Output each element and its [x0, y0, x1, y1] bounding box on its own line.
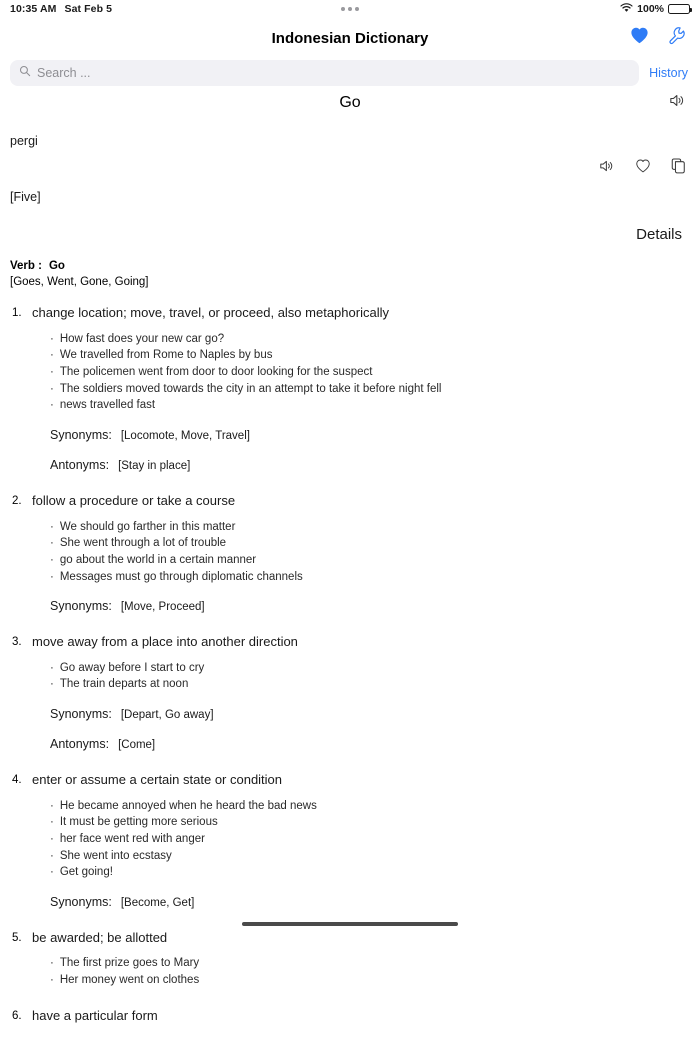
- antonyms-value: [Stay in place]: [118, 460, 191, 473]
- senses-list: [10, 305, 690, 1040]
- example-item: [50, 972, 690, 989]
- bullet-icon: ·: [50, 553, 54, 566]
- home-indicator[interactable]: [0, 922, 700, 926]
- synonyms-row: [50, 894, 690, 911]
- sense-item: [10, 930, 690, 1005]
- search-row: [0, 58, 700, 86]
- wrench-icon[interactable]: [667, 26, 686, 50]
- status-bar-right: [620, 3, 690, 16]
- sense-definition: move away from a place into another direction: [32, 634, 298, 650]
- example-text: Get going!: [59, 866, 113, 879]
- sense-definition: enter or assume a certain state or condition: [32, 772, 283, 788]
- synonyms-label: Synonyms:: [50, 599, 112, 614]
- status-bar-left: [10, 3, 112, 15]
- synonyms-value: [Become, Get]: [120, 896, 195, 909]
- app-navigation-bar: [0, 18, 700, 58]
- bullet-icon: ·: [50, 957, 54, 970]
- part-of-speech-label: Verb :: [10, 260, 42, 272]
- example-item: [50, 519, 690, 536]
- speaker-icon[interactable]: [599, 159, 615, 178]
- sense-number: 3.: [12, 636, 22, 649]
- synonyms-row: [50, 598, 690, 615]
- battery-full-icon: [668, 4, 690, 15]
- details-label[interactable]: Details: [636, 226, 682, 243]
- example-list: [50, 331, 690, 414]
- example-item: [50, 831, 690, 848]
- search-input[interactable]: [10, 60, 639, 86]
- example-item: [50, 552, 690, 569]
- translation-text: pergi: [10, 134, 38, 148]
- search-icon: [19, 64, 31, 82]
- search-placeholder: Search ...: [37, 66, 91, 80]
- example-text: It must be getting more serious: [59, 816, 218, 829]
- bullet-icon: ·: [50, 570, 54, 583]
- example-list: [50, 955, 690, 988]
- antonyms-row: [50, 457, 690, 474]
- bullet-icon: ·: [50, 537, 54, 550]
- bullet-icon: ·: [50, 866, 54, 879]
- example-item: [50, 397, 690, 414]
- example-item: [50, 814, 690, 831]
- bullet-icon: ·: [50, 799, 54, 812]
- example-item: [50, 569, 690, 586]
- sense-definition: have a particular form: [32, 1007, 158, 1023]
- headword-row: [0, 86, 700, 120]
- sense-definition: be awarded; be allotted: [32, 930, 168, 946]
- example-text: The policemen went from door to door looking for the suspect: [59, 365, 373, 378]
- bullet-icon: ·: [50, 661, 54, 674]
- synonyms-value: [Locomote, Move, Travel]: [120, 429, 250, 442]
- sense-spacer: [32, 615, 690, 631]
- example-item: [50, 347, 690, 364]
- sense-body: [32, 1008, 690, 1040]
- example-list: [50, 660, 690, 693]
- sense-definition: change location; move, travel, or proceed, also metaphorically: [32, 305, 389, 321]
- sense-body: [32, 305, 690, 490]
- example-item: [50, 955, 690, 972]
- example-text: The soldiers moved towards the city in an attempt to take it before night fell: [59, 382, 442, 395]
- example-text: We travelled from Rome to Naples by bus: [59, 349, 273, 362]
- sense-body: [32, 772, 690, 927]
- sense-item: [10, 1008, 690, 1040]
- sense-item: [10, 493, 690, 631]
- sense-item: [10, 634, 690, 769]
- part-of-speech-word: Go: [48, 260, 65, 272]
- status-bar: [0, 0, 700, 18]
- bullet-icon: ·: [50, 349, 54, 362]
- multitask-dots-icon[interactable]: [341, 7, 359, 11]
- headword-text: Go: [339, 94, 361, 111]
- sense-number: 6.: [12, 1009, 22, 1022]
- page-title: Indonesian Dictionary: [271, 29, 429, 47]
- bullet-icon: ·: [50, 832, 54, 845]
- bullet-icon: ·: [50, 974, 54, 987]
- antonyms-row: [50, 736, 690, 753]
- sense-spacer: [32, 1024, 690, 1040]
- sense-spacer: [32, 474, 690, 490]
- bullet-icon: ·: [50, 816, 54, 829]
- example-item: [50, 676, 690, 693]
- bullet-icon: ·: [50, 678, 54, 691]
- antonyms-label: Antonyms:: [50, 737, 110, 752]
- nav-actions: [630, 26, 686, 50]
- example-text: Her money went on clothes: [59, 974, 200, 987]
- synonyms-value: [Depart, Go away]: [120, 709, 214, 721]
- example-text: The train departs at noon: [59, 678, 189, 691]
- example-list: [50, 798, 690, 881]
- example-text: She went through a lot of trouble: [59, 537, 227, 550]
- example-text: Messages must go through diplomatic channels: [59, 570, 303, 583]
- history-button[interactable]: History: [649, 66, 688, 80]
- bullet-icon: ·: [50, 849, 54, 862]
- copy-icon[interactable]: [671, 158, 686, 179]
- synonyms-row: [50, 706, 690, 723]
- sense-definition: follow a procedure or take a course: [32, 493, 236, 509]
- example-item: [50, 535, 690, 552]
- example-text: news travelled fast: [59, 399, 156, 412]
- part-of-speech-line: [10, 259, 690, 274]
- synonyms-value: [Move, Proceed]: [120, 601, 205, 614]
- bullet-icon: ·: [50, 520, 54, 533]
- battery-percent: 100%: [637, 3, 664, 15]
- status-time: 10:35 AM: [10, 3, 57, 15]
- bullet-icon: ·: [50, 365, 54, 378]
- example-item: [50, 381, 690, 398]
- bullet-icon: ·: [50, 332, 54, 345]
- example-text: He became annoyed when he heard the bad news: [59, 799, 317, 812]
- sense-number: 1.: [12, 307, 22, 320]
- word-forms: [Goes, Went, Gone, Going]: [10, 276, 149, 289]
- example-item: [50, 798, 690, 815]
- example-item: [50, 660, 690, 677]
- sense-body: [32, 493, 690, 631]
- antonyms-label: Antonyms:: [50, 458, 110, 473]
- heart-filled-icon[interactable]: [630, 27, 649, 49]
- example-text: go about the world in a certain manner: [59, 553, 257, 566]
- synonyms-row: [50, 427, 690, 444]
- speaker-icon[interactable]: [669, 93, 686, 113]
- bullet-icon: ·: [50, 399, 54, 412]
- sense-spacer: [32, 753, 690, 769]
- example-item: [50, 848, 690, 865]
- synonyms-label: Synonyms:: [50, 707, 112, 721]
- sense-body: [32, 634, 690, 769]
- example-text: Go away before I start to cry: [59, 661, 205, 674]
- antonyms-value: [Come]: [118, 739, 156, 752]
- status-date: Sat Feb 5: [64, 3, 113, 15]
- example-text: How fast does your new car go?: [59, 332, 225, 345]
- example-text: her face went red with anger: [59, 832, 205, 845]
- synonyms-label: Synonyms:: [50, 894, 112, 909]
- bracket-text: [Five]: [10, 190, 41, 204]
- sense-number: 5.: [12, 932, 22, 945]
- sense-body: [32, 930, 690, 1005]
- example-item: [50, 331, 690, 348]
- example-item: [50, 364, 690, 381]
- example-item: [50, 864, 690, 881]
- sense-number: 2.: [12, 495, 22, 508]
- wifi-icon: [620, 3, 633, 16]
- example-text: The first prize goes to Mary: [59, 957, 200, 970]
- sense-number: 4.: [12, 774, 22, 787]
- sense-spacer: [32, 989, 690, 1005]
- translation-actions: [0, 148, 700, 179]
- sense-item: [10, 772, 690, 927]
- bullet-icon: ·: [50, 382, 54, 395]
- example-text: She went into ecstasy: [59, 849, 172, 862]
- example-text: We should go farther in this matter: [59, 520, 236, 533]
- sense-item: [10, 305, 690, 490]
- synonyms-label: Synonyms:: [50, 427, 112, 442]
- dictionary-entry: [0, 243, 700, 1040]
- example-list: [50, 519, 690, 586]
- heart-outline-icon[interactable]: [635, 159, 651, 178]
